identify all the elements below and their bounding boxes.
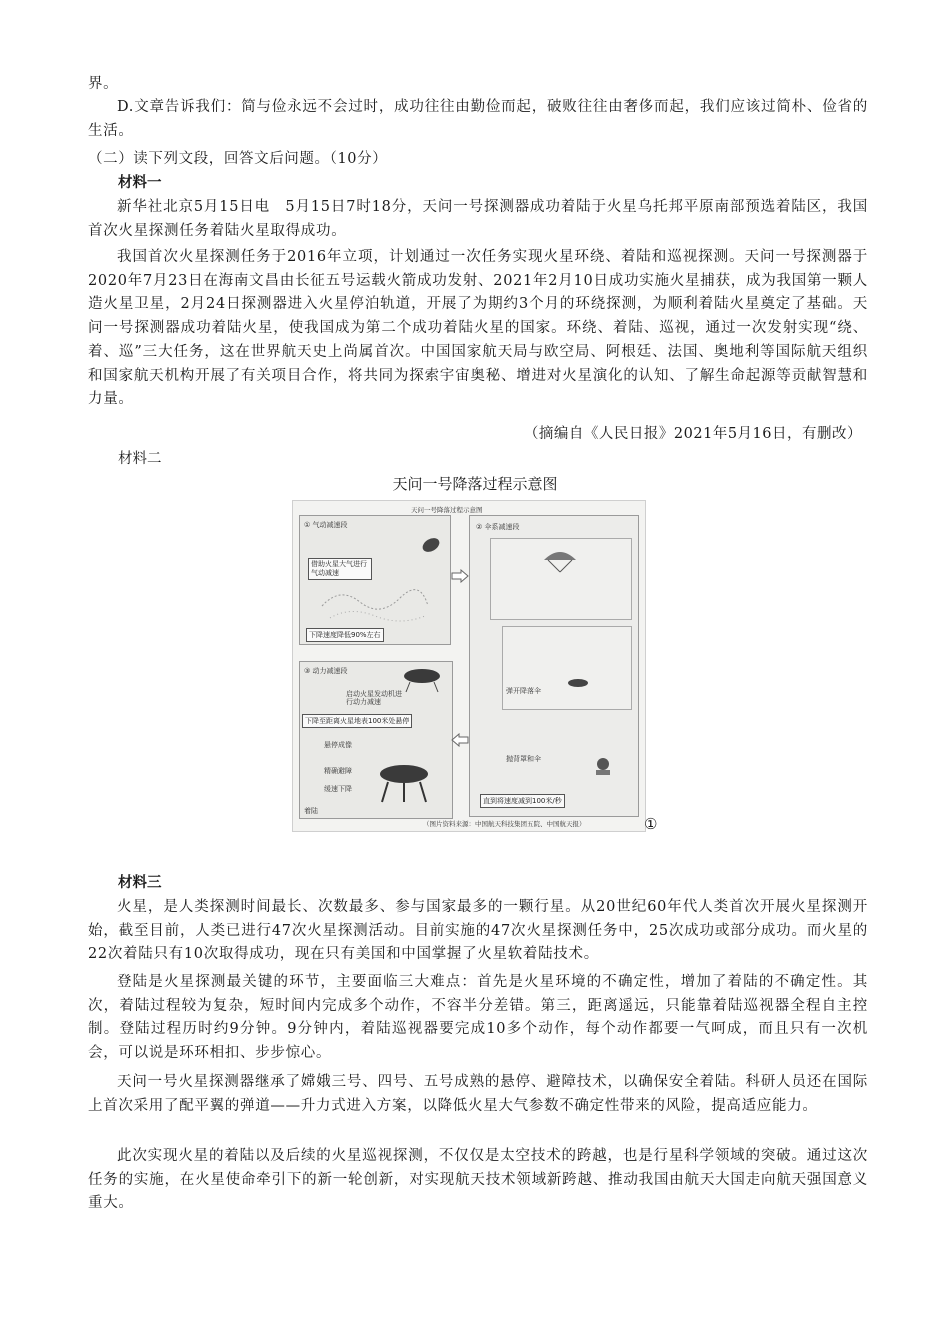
- mars-surface-texture: [320, 576, 430, 624]
- descent-diagram: [292, 500, 646, 832]
- lander-engine-icon: [400, 664, 444, 694]
- option-c-tail: 界。: [88, 76, 119, 92]
- stage3-hover-box: 下降至距离火星地表100米处悬停: [302, 714, 412, 728]
- stage3-step-1: 悬停成像: [324, 741, 352, 749]
- lander-landing-icon: [374, 760, 434, 806]
- parachute-icon: [540, 546, 580, 576]
- material-three-para-1: 火星，是人类探测时间最长、次数最多、参与国家最多的一颗行星。从20世纪60年代人类首次开展火星探测开始，截至目前，人类已进行47次火星探测活动。目前实施的47次火星探测任务中，25次成功或部分成功。而火星的22次着陆只有10次取得成功，现在只有美国和中国掌握了火星软着陆技术。: [88, 899, 868, 963]
- section-two-heading: （二）读下列文段，回答文后问题。（10分）: [88, 151, 388, 167]
- material-three-label: 材料三: [118, 874, 162, 891]
- stage2-speed-box: 直到将速度减到100米/秒: [480, 794, 565, 808]
- material-one-label: 材料一: [118, 174, 162, 191]
- stage3-panel: [299, 661, 453, 819]
- stage3-engine-text: 启动火星发动机进行动力减速: [346, 690, 402, 706]
- rover-icon: [590, 756, 616, 778]
- stage1-box: 借助火星大气进行气动减速: [308, 558, 372, 580]
- diagram-inner-title: 天问一号降落过程示意图: [411, 506, 483, 514]
- lander-in-chute-icon: [566, 676, 590, 690]
- figure-title: 天问一号降落过程示意图: [392, 475, 558, 493]
- stage1-bottom: 下降速度降低90%左右: [306, 628, 384, 642]
- material-three-para-4: 此次实现火星的着陆以及后续的火星巡视探测，不仅仅是太空技术的跨越，也是行星科学领域的突破。通过这次任务的实施，在火星使命牵引下的新一轮创新，对实现航天技术领域新跨越、推动我国由航天大国走向航天强国意义重大。: [88, 1148, 868, 1212]
- option-d: D.文章告诉我们：简与俭永远不会过时，成功往往由勤俭而起，破败往往由奢侈而起，我们应该过简朴、俭省的生活。: [88, 99, 868, 139]
- stage2-mid-label: 弹开降落伞: [506, 687, 541, 695]
- material-three-para-3: 天问一号火星探测器继承了嫦娥三号、四号、五号成熟的悬停、避障技术，以确保安全着陆。科研人员还在国际上首次采用了配平翼的弹道——升力式进入方案，以降低火星大气参数不确定性带来的风险，提高适应能力。: [88, 1074, 868, 1114]
- stage1-panel: [299, 515, 451, 645]
- material-two-label: 材料二: [118, 451, 162, 467]
- stage3-label: ③ 动力减速段: [304, 667, 348, 675]
- arrow-right-icon: [451, 569, 469, 583]
- figure-marker: ①: [644, 815, 658, 833]
- material-one-para-2: 我国首次火星探测任务于2016年立项，计划通过一次任务实现火星环绕、着陆和巡视探测。天问一号探测器于2020年7月23日在海南文昌由长征五号运载火箭成功发射、2021年2月10日成功实施火星捕获，成为我国第一颗人造火星卫星，2月24日探测器进入火星停泊轨道，开展了为期约3个月的环绕探测，为顺利着陆火星奠定了基础。天问一号探测器成功着陆火星，使我国成为第二个成功着陆火星的国家。环绕、着陆、巡视，通过一次发射实现“绕、着、巡”三大任务，这在世界航天史上尚属首次。中国国家航天局与欧空局、阿根廷、法国、奥地利等国际航天组织和国家航天机构开展了有关项目合作，将共同为探索宇宙奥秘、增进对火星演化的认知、了解生命起源等贡献智慧和力量。: [88, 249, 868, 408]
- stage1-label: ① 气动减速段: [304, 521, 348, 529]
- capsule-icon: [418, 534, 444, 556]
- stage3-step-3: 缓速下降: [324, 785, 352, 793]
- stage3-step-2: 精确避障: [324, 767, 352, 775]
- stage2-bottom-label: 抛背罩和伞: [506, 755, 541, 763]
- stage3-step-4: 着陆: [304, 807, 318, 815]
- diagram-credit: （图片资料来源：中国航天科技集团五院、中国航天报）: [423, 820, 586, 828]
- material-three-para-2: 登陆是火星探测最关键的环节，主要面临三大难点：首先是火星环境的不确定性，增加了着陆的不确定性。其次，着陆过程较为复杂，短时间内完成多个动作，不容半分差错。第三，距离遥远，只能靠着陆巡视器全程自主控制。登陆过程历时约9分钟。9分钟内，着陆巡视器要完成10多个动作，每个动作都要一气呵成，而且只有一次机会，可以说是环环相扣、步步惊心。: [88, 974, 868, 1062]
- stage2-mid-box: [502, 626, 632, 710]
- material-one-source: （摘编自《人民日报》2021年5月16日，有删改）: [523, 426, 862, 442]
- stage2-label: ② 伞系减速段: [476, 523, 520, 531]
- arrow-left-icon: [451, 733, 469, 747]
- material-one-para-1: 新华社北京5月15日电 5月15日7时18分，天问一号探测器成功着陆于火星乌托邦平原南部预选着陆区，我国首次火星探测任务着陆火星取得成功。: [88, 199, 868, 239]
- stage2-panel: [469, 515, 639, 817]
